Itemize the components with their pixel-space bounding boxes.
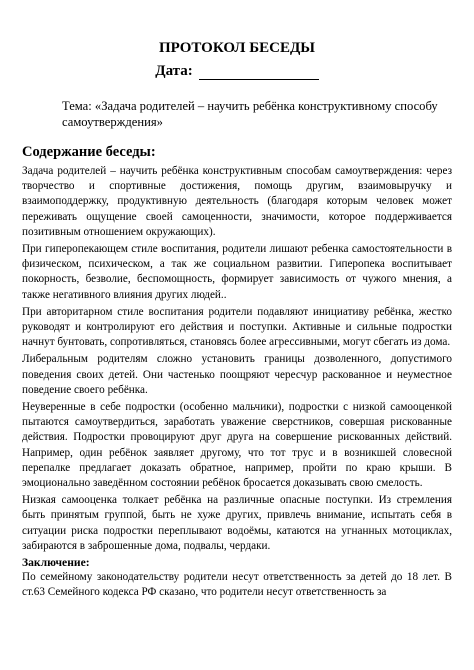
conclusion-paragraph: По семейному законодательству родители несут ответственность за детей до 18 лет. В ст.63 Семейного кодекса РФ сказано, что родители несут ответственность за (22, 571, 452, 599)
date-blank-field (199, 65, 319, 80)
paragraph: Либеральным родителям сложно установить границы дозволенного, допустимого поведения своих детей. Они частенько поощряют чересчур раскованное и неуместное поведение своего ребёнка. (22, 353, 452, 396)
paragraph: При гиперопекающем стиле воспитания, родители лишают ребенка самостоятельности в физическом, психическом, а так же социальном развитии. Гиперопека воспитывает покорность, безволие, беспомощность, формирует зависимость от чужого мнения, а также негативного влияния других людей.. (22, 243, 452, 301)
topic-text: Тема: «Задача родителей – научить ребёнка конструктивному способу самоутверждения» (62, 99, 438, 129)
document-title: ПРОТОКОЛ БЕСЕДЫ (158, 40, 316, 56)
paragraph: Неуверенные в себе подростки (особенно мальчики), подростки с низкой самооценкой пытаются самоутвердиться, заработать уважение сверстников, совершая рискованные действия. Подростки провоцируют друг друга на совершение рискованных действий. Например, один ребёнок заявляет другому, что тот трус и в возникшей словесной перепалке предлагает доказать обратное, например, пройти по краю крыши. В эмоционально заведённом состоянии ребёнок бросается доказывать свою смелость. (22, 401, 452, 490)
date-line (22, 63, 452, 80)
conclusion-heading: Заключение: (22, 556, 90, 570)
paragraph: При авторитарном стиле воспитания родители подавляют инициативу ребёнка, жестко руководят и контролируют его действия и поступки. Активные и сильные подростки начнут бунтовать, сопротивляться, становясь более агрессивными, могут сбегать из дома. (22, 305, 452, 349)
date-label: Дата: (155, 63, 193, 79)
paragraph: Задача родителей – научить ребёнка конструктивным способам самоутверждения: через творчество и спортивные достижения, помощь другим, взаимовыручку и взаимоподдержку, продуктивную деятельность (благодаря которым человек может переживать ощущение своей самоценности, значимости, которое поддерживается позитивным отношением окружающих). (22, 165, 452, 238)
paragraph: Низкая самооценка толкает ребёнка на различные опасные поступки. Из стремления быть принятым группой, быть не хуже других, привлечь внимание, испытать себя в ситуации риска подростки переплывают водоёмы, катаются на угнанных мотоциклах, забираются в заброшенные дома, подвалы, чердаки. (22, 494, 452, 552)
contents-heading: Содержание беседы: (22, 144, 156, 160)
